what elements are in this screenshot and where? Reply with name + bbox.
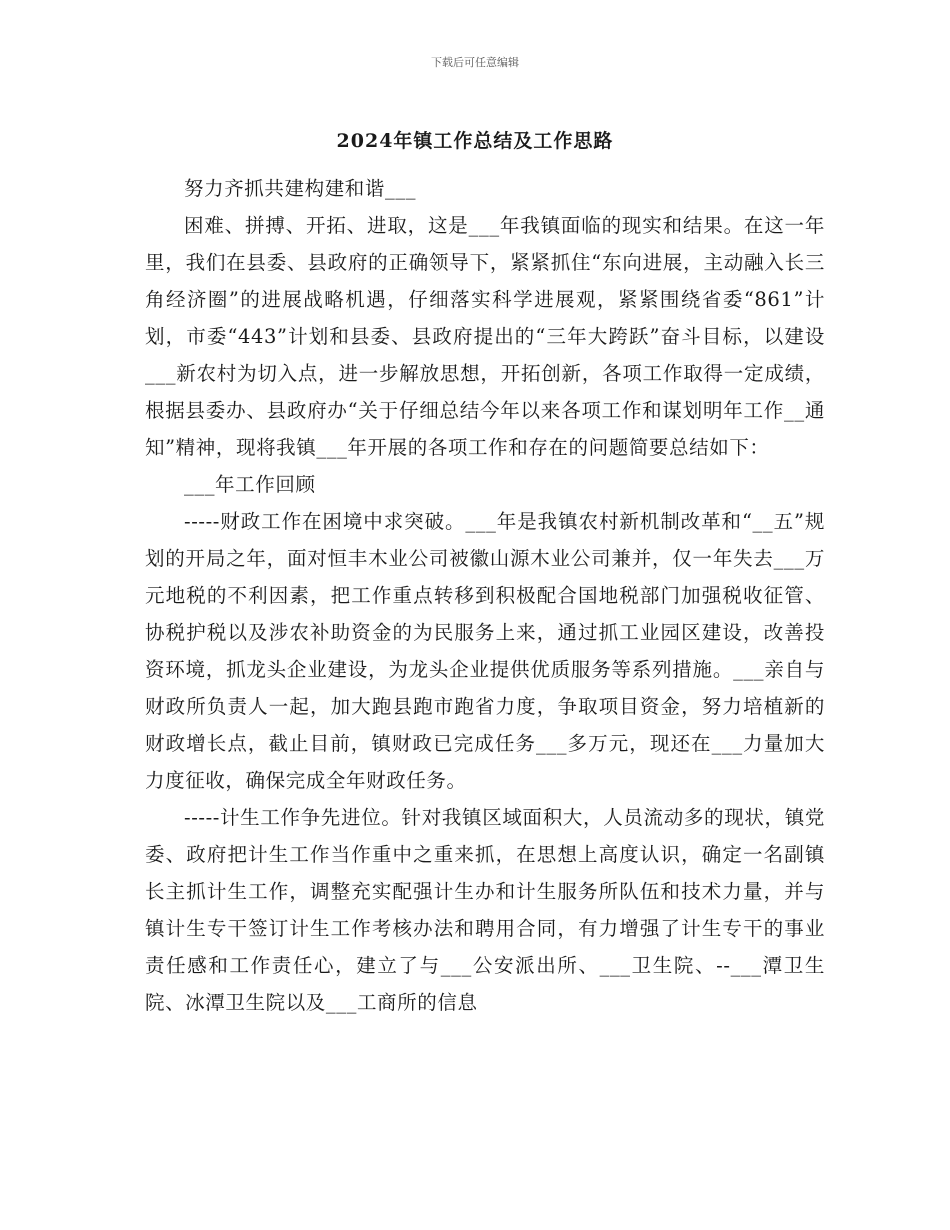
header-note: 下载后可任意编辑 — [431, 56, 519, 69]
paragraph: -----财政工作在困境中求突破。___年是我镇农村新机制改革和“__五”规划的开局之年，面对恒丰木业公司被徽山源木业公司兼并，仅一年失去___万元地税的不利因素，把工作重点转移到积极配合国地税部门加强税收征管、协税护税以及涉农补助资金的为民服务上来，通过抓工业园区建设，改善投资环境，抓龙头企业建设，为龙头企业提供优质服务等系列措施。___亲自与财政所负责人一起，加大跑县跑市跑省力度，争取项目资金，努力培植新的财政增长点，截止目前，镇财政已完成任务___多万元，现还在___力量加大力度征收，确保完成全年财政任务。 — [145, 510, 825, 792]
section-heading: ___年工作回顾 — [184, 473, 316, 496]
paragraph: -----计生工作争先进位。针对我镇区域面积大，人员流动多的现状，镇党委、政府把计生工作当作重中之重来抓，在思想上高度认识，确定一名副镇长主抓计生工作，调整充实配强计生办和计生服务所队伍和技术力量，并与镇计生专干签订计生工作考核办法和聘用合同，有力增强了计生专干的事业责任感和工作责任心，建立了与___公安派出所、___卫生院、--___潭卫生院、冰潭卫生院以及___工商所的信息 — [145, 806, 825, 1014]
document-body — [145, 170, 825, 1021]
paragraph: 困难、拼搏、开拓、进取，这是___年我镇面临的现实和结果。在这一年里，我们在县委、县政府的正确领导下，紧紧抓住“东向进展，主动融入长三角经济圈”的进展战略机遇，仔细落实科学进展观，紧紧围绕省委“861”计划，市委“443”计划和县委、县政府提出的“三年大跨跃”奋斗目标，以建设___新农村为切入点，进一步解放思想，开拓创新，各项工作取得一定成绩，根据县委办、县政府办“关于仔细总结今年以来各项工作和谋划明年工作__通知”精神，现将我镇___年开展的各项工作和存在的问题简要总结如下： — [145, 214, 825, 459]
document-title: 2024年镇工作总结及工作思路 — [336, 130, 614, 152]
paragraph: 努力齐抓共建构建和谐___ — [184, 177, 417, 200]
